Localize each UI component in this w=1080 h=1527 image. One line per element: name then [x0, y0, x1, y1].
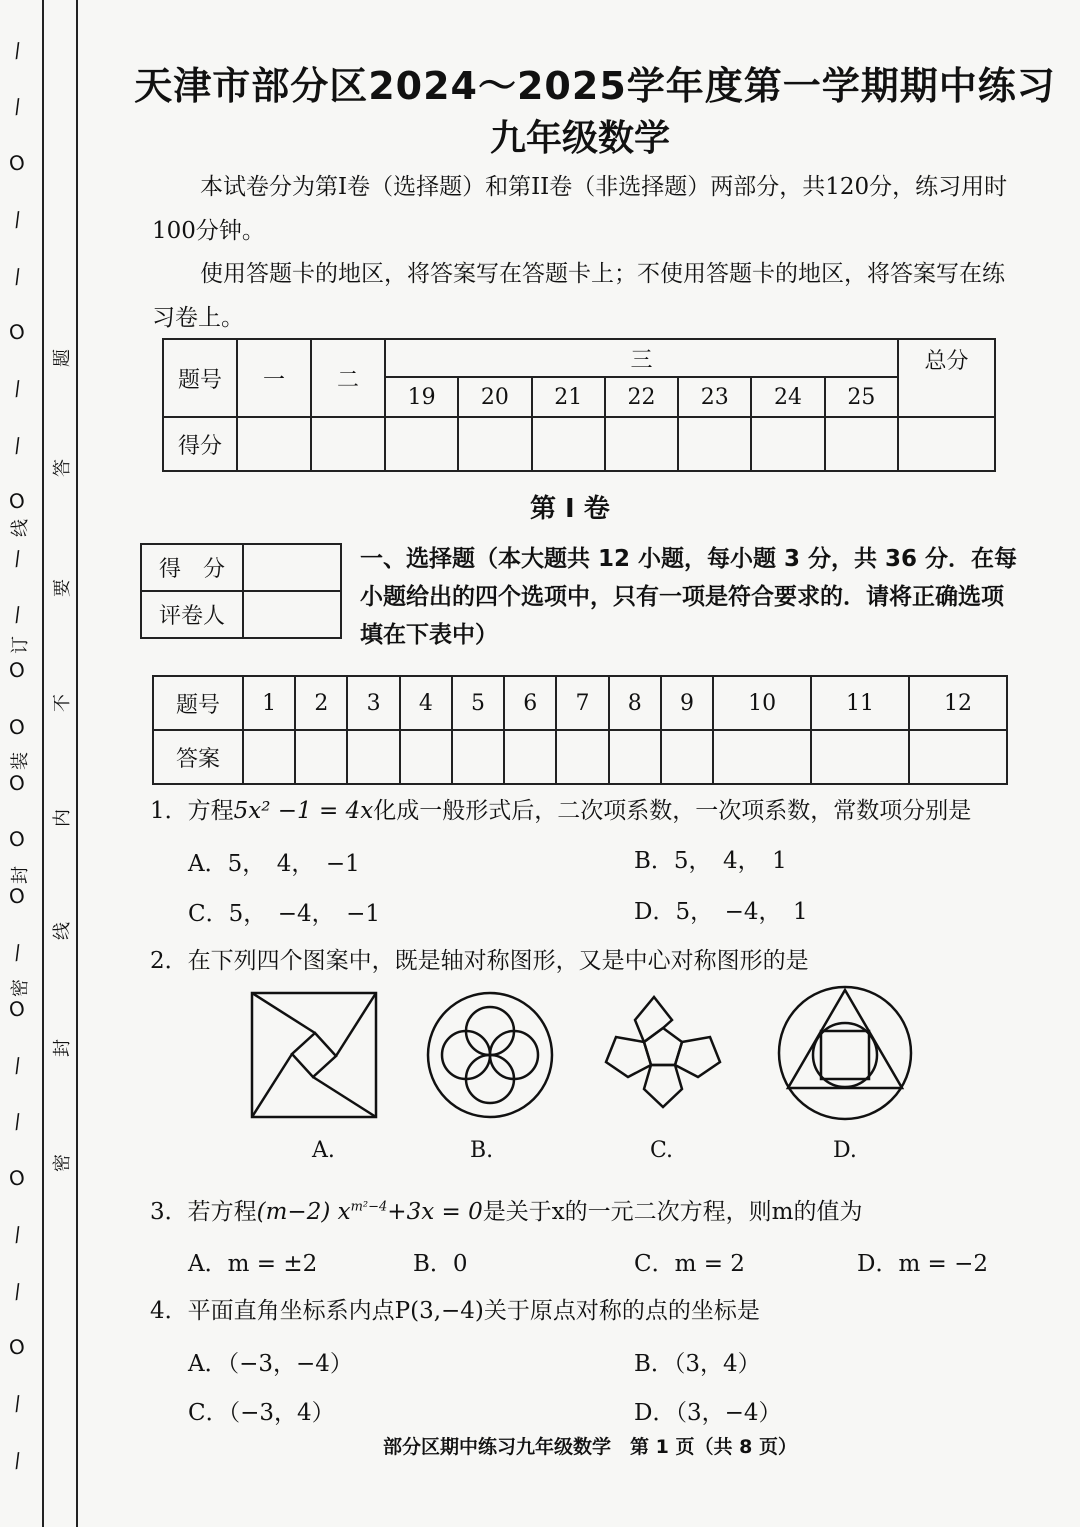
- q1-option-d: D．5， −4， 1: [634, 899, 808, 925]
- answer-number: 7: [556, 676, 608, 730]
- seal-word: 订: [10, 636, 31, 654]
- score-table-part: 二: [311, 339, 385, 417]
- q2-figures: [240, 985, 940, 1125]
- score-table-total: 总分: [898, 339, 995, 417]
- q3-option-a: A．m = ±2: [188, 1251, 318, 1277]
- score-table-sub: 19: [385, 377, 458, 417]
- margin-line-outer: [76, 0, 78, 1527]
- score-cell: [825, 417, 898, 471]
- answer-cell: [400, 730, 452, 784]
- score-table: [162, 338, 996, 472]
- score-table-sub: 24: [751, 377, 824, 417]
- section1-heading: 一、选择题（本大题共 12 小题，每小题 3 分，共 36 分．在每小题给出的四个选项中，只有一项是符合要求的．请将正确选项填在下表中）: [360, 546, 1018, 648]
- figure-label-b: B.: [470, 1138, 494, 1163]
- score-table-part: 一: [237, 339, 311, 417]
- answer-cell: [909, 730, 1007, 784]
- answer-cell: [713, 730, 811, 784]
- seal-word: 装: [10, 752, 31, 770]
- margin-word: 封: [52, 1039, 73, 1057]
- q3-option-d: D．m = −2: [857, 1251, 989, 1277]
- q3-exponent: m²−4: [350, 1199, 388, 1215]
- q1-suffix: 化成一般形式后，二次项系数，一次项系数，常数项分别是: [373, 798, 972, 824]
- answer-table-label: 题号: [153, 676, 243, 730]
- seal-word: 密: [10, 979, 31, 997]
- q3-option-b: B．0: [413, 1251, 468, 1277]
- grader-score-cell: [243, 544, 341, 591]
- grader-box: [140, 543, 342, 639]
- answer-number: 1: [243, 676, 295, 730]
- answer-number: 6: [504, 676, 556, 730]
- answer-cell: [609, 730, 661, 784]
- answer-number: 4: [400, 676, 452, 730]
- figure-d-triangle: [779, 987, 911, 1119]
- score-table-sub: 21: [532, 377, 605, 417]
- score-table-sub: 20: [458, 377, 531, 417]
- q3-suffix: 是关于x的一元二次方程，则m的值为: [482, 1199, 863, 1225]
- margin-word: 密: [52, 1154, 73, 1172]
- intro-paragraph-1: 本试卷分为第I卷（选择题）和第II卷（非选择题）两部分，共120分，练习用时100分钟。: [152, 174, 1008, 244]
- q1-equation: 5x² −1 = 4x: [233, 798, 374, 824]
- answer-cell: [556, 730, 608, 784]
- answer-cell: [347, 730, 399, 784]
- answer-number: 11: [811, 676, 909, 730]
- answer-cell: [811, 730, 909, 784]
- figure-c-pentagons: [606, 995, 720, 1107]
- q4-option-d: D．（3，−4）: [634, 1400, 782, 1426]
- q1-prefix: 1．方程: [150, 798, 234, 824]
- margin-word: 不: [52, 694, 73, 712]
- answer-number: 10: [713, 676, 811, 730]
- answer-number: 3: [347, 676, 399, 730]
- seal-word: 封: [10, 866, 31, 884]
- q1-option-a: A．5， 4， −1: [188, 851, 360, 877]
- score-cell: [532, 417, 605, 471]
- exam-subtitle: 九年级数学: [489, 118, 670, 159]
- q3-equation: (m−2) x: [256, 1199, 351, 1225]
- score-table-label: 得分: [163, 417, 237, 471]
- q1-option-c: C．5， −4， −1: [188, 901, 381, 927]
- score-cell: [898, 417, 995, 471]
- exam-title: 天津市部分区2024～2025学年度第一学期期中练习: [134, 64, 1056, 108]
- question-2: 2．在下列四个图案中，既是轴对称图形，又是中心对称图形的是: [150, 948, 809, 974]
- margin-word: 答: [52, 459, 73, 477]
- score-table-sub: 22: [605, 377, 678, 417]
- grader-score-label: 得 分: [141, 544, 243, 591]
- margin-line-inner: [42, 0, 44, 1527]
- q1-option-b: B．5， 4， 1: [634, 848, 787, 874]
- score-cell: [311, 417, 385, 471]
- question-4: 4．平面直角坐标系内点P(3,−4)关于原点对称的点的坐标是: [150, 1298, 760, 1324]
- score-table-sub: 25: [825, 377, 898, 417]
- figure-label-a: A.: [312, 1138, 335, 1163]
- answer-number: 2: [295, 676, 347, 730]
- answer-cell: [661, 730, 713, 784]
- answer-cell: [243, 730, 295, 784]
- answer-table: [152, 675, 1008, 785]
- score-cell: [605, 417, 678, 471]
- seal-word: 线: [10, 519, 31, 537]
- figure-label-c: C.: [650, 1138, 674, 1163]
- score-table-label: 题号: [163, 339, 237, 417]
- volume-title: 第 I 卷: [530, 494, 610, 524]
- margin-word: 内: [52, 809, 73, 827]
- intro-paragraph-2: 使用答题卡的地区，将答案写在答题卡上；不使用答题卡的地区，将答案写在练习卷上。: [152, 261, 1005, 331]
- figure-label-d: D.: [833, 1138, 857, 1163]
- score-table-part: 三: [385, 339, 898, 377]
- answer-table-label: 答案: [153, 730, 243, 784]
- score-cell: [237, 417, 311, 471]
- score-cell: [751, 417, 824, 471]
- answer-number: 9: [661, 676, 713, 730]
- binding-margin: [0, 0, 90, 1527]
- score-cell: [678, 417, 751, 471]
- question-3: [150, 1193, 862, 1226]
- q4-option-b: B．（3，4）: [634, 1351, 761, 1377]
- score-cell: [458, 417, 531, 471]
- score-table-sub: 23: [678, 377, 751, 417]
- question-1: [150, 792, 971, 825]
- answer-number: 5: [452, 676, 504, 730]
- answer-cell: [295, 730, 347, 784]
- grader-name-cell: [243, 591, 341, 638]
- figure-b-circles: [428, 993, 552, 1117]
- answer-number: 12: [909, 676, 1007, 730]
- page-footer: 部分区期中练习九年级数学 第 1 页（共 8 页）: [383, 1436, 797, 1458]
- margin-word: 线: [52, 922, 73, 940]
- score-cell: [385, 417, 458, 471]
- q4-option-a: A．（−3，−4）: [188, 1351, 353, 1377]
- answer-cell: [504, 730, 556, 784]
- q4-option-c: C．（−3，4）: [188, 1400, 335, 1426]
- margin-word: 题: [52, 349, 73, 367]
- answer-cell: [452, 730, 504, 784]
- slash-column: / / O / / O / / O / / O O O O O / O / / O / / O / /: [7, 37, 27, 1473]
- q3-option-c: C．m = 2: [634, 1251, 745, 1277]
- answer-number: 8: [609, 676, 661, 730]
- margin-word: 要: [52, 579, 73, 597]
- q3-prefix: 3．若方程: [150, 1199, 257, 1225]
- figure-a-pinwheel: [252, 993, 376, 1117]
- q3-equation-rest: +3x = 0: [387, 1199, 483, 1225]
- grader-name-label: 评卷人: [141, 591, 243, 638]
